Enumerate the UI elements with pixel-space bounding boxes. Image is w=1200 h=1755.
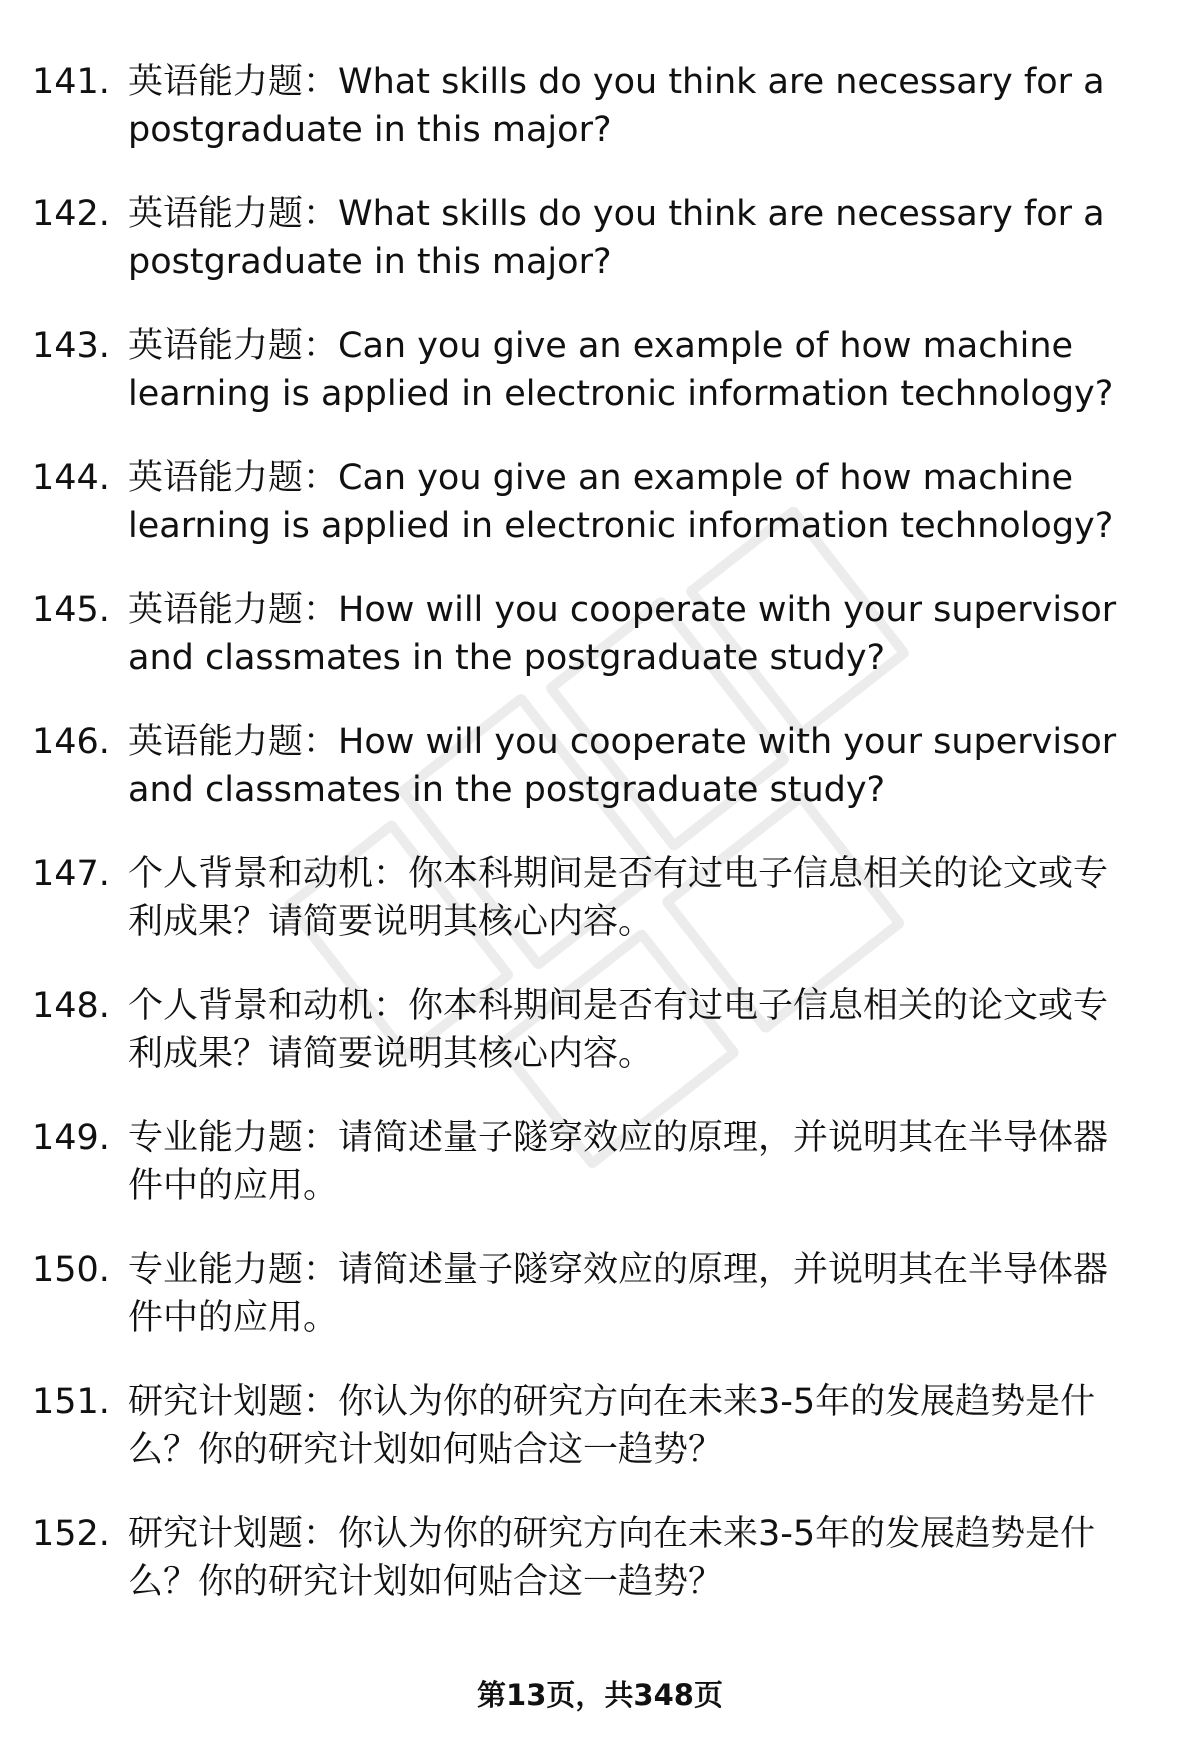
question-text: 研究计划题：你认为你的研究方向在未来3-5年的发展趋势是什么？你的研究计划如何贴合这一趋势？ <box>128 1514 1096 1602</box>
question-item <box>0 1378 1200 1510</box>
question-item <box>0 322 1200 454</box>
question-item <box>0 1510 1200 1642</box>
question-number: 149. <box>32 1118 110 1158</box>
question-item <box>0 1114 1200 1246</box>
question-text: 英语能力题：What skills do you think are necessary for a postgraduate in this major? <box>128 194 1105 282</box>
question-item <box>0 454 1200 586</box>
question-text: 英语能力题：What skills do you think are necessary for a postgraduate in this major? <box>128 62 1105 150</box>
question-text: 英语能力题：Can you give an example of how machine learning is applied in electronic information technology? <box>128 458 1114 546</box>
question-text: 专业能力题：请简述量子隧穿效应的原理，并说明其在半导体器件中的应用。 <box>128 1118 1109 1206</box>
question-item <box>0 718 1200 850</box>
question-item <box>0 850 1200 982</box>
question-number: 141. <box>32 62 110 102</box>
question-number: 148. <box>32 986 110 1026</box>
question-number: 146. <box>32 722 110 762</box>
question-text: 个人背景和动机：你本科期间是否有过电子信息相关的论文或专利成果？请简要说明其核心内容。 <box>128 986 1109 1074</box>
question-number: 152. <box>32 1514 110 1554</box>
question-item <box>0 58 1200 190</box>
question-number: 142. <box>32 194 110 234</box>
question-list <box>0 58 1200 1642</box>
question-item <box>0 982 1200 1114</box>
question-item <box>0 190 1200 322</box>
question-number: 145. <box>32 590 110 630</box>
question-number: 151. <box>32 1382 110 1422</box>
question-text: 英语能力题：How will you cooperate with your supervisor and classmates in the postgraduate study? <box>128 722 1117 810</box>
question-text: 英语能力题：How will you cooperate with your supervisor and classmates in the postgraduate study? <box>128 590 1117 678</box>
question-number: 144. <box>32 458 110 498</box>
question-item <box>0 586 1200 718</box>
question-text: 个人背景和动机：你本科期间是否有过电子信息相关的论文或专利成果？请简要说明其核心内容。 <box>128 854 1109 942</box>
question-text: 研究计划题：你认为你的研究方向在未来3-5年的发展趋势是什么？你的研究计划如何贴合这一趋势？ <box>128 1382 1096 1470</box>
question-item <box>0 1246 1200 1378</box>
question-number: 147. <box>32 854 110 894</box>
question-number: 143. <box>32 326 110 366</box>
question-number: 150. <box>32 1250 110 1290</box>
page-indicator: 第13页，共348页 <box>477 1678 723 1712</box>
question-text: 英语能力题：Can you give an example of how machine learning is applied in electronic information technology? <box>128 326 1114 414</box>
question-text: 专业能力题：请简述量子隧穿效应的原理，并说明其在半导体器件中的应用。 <box>128 1250 1109 1338</box>
